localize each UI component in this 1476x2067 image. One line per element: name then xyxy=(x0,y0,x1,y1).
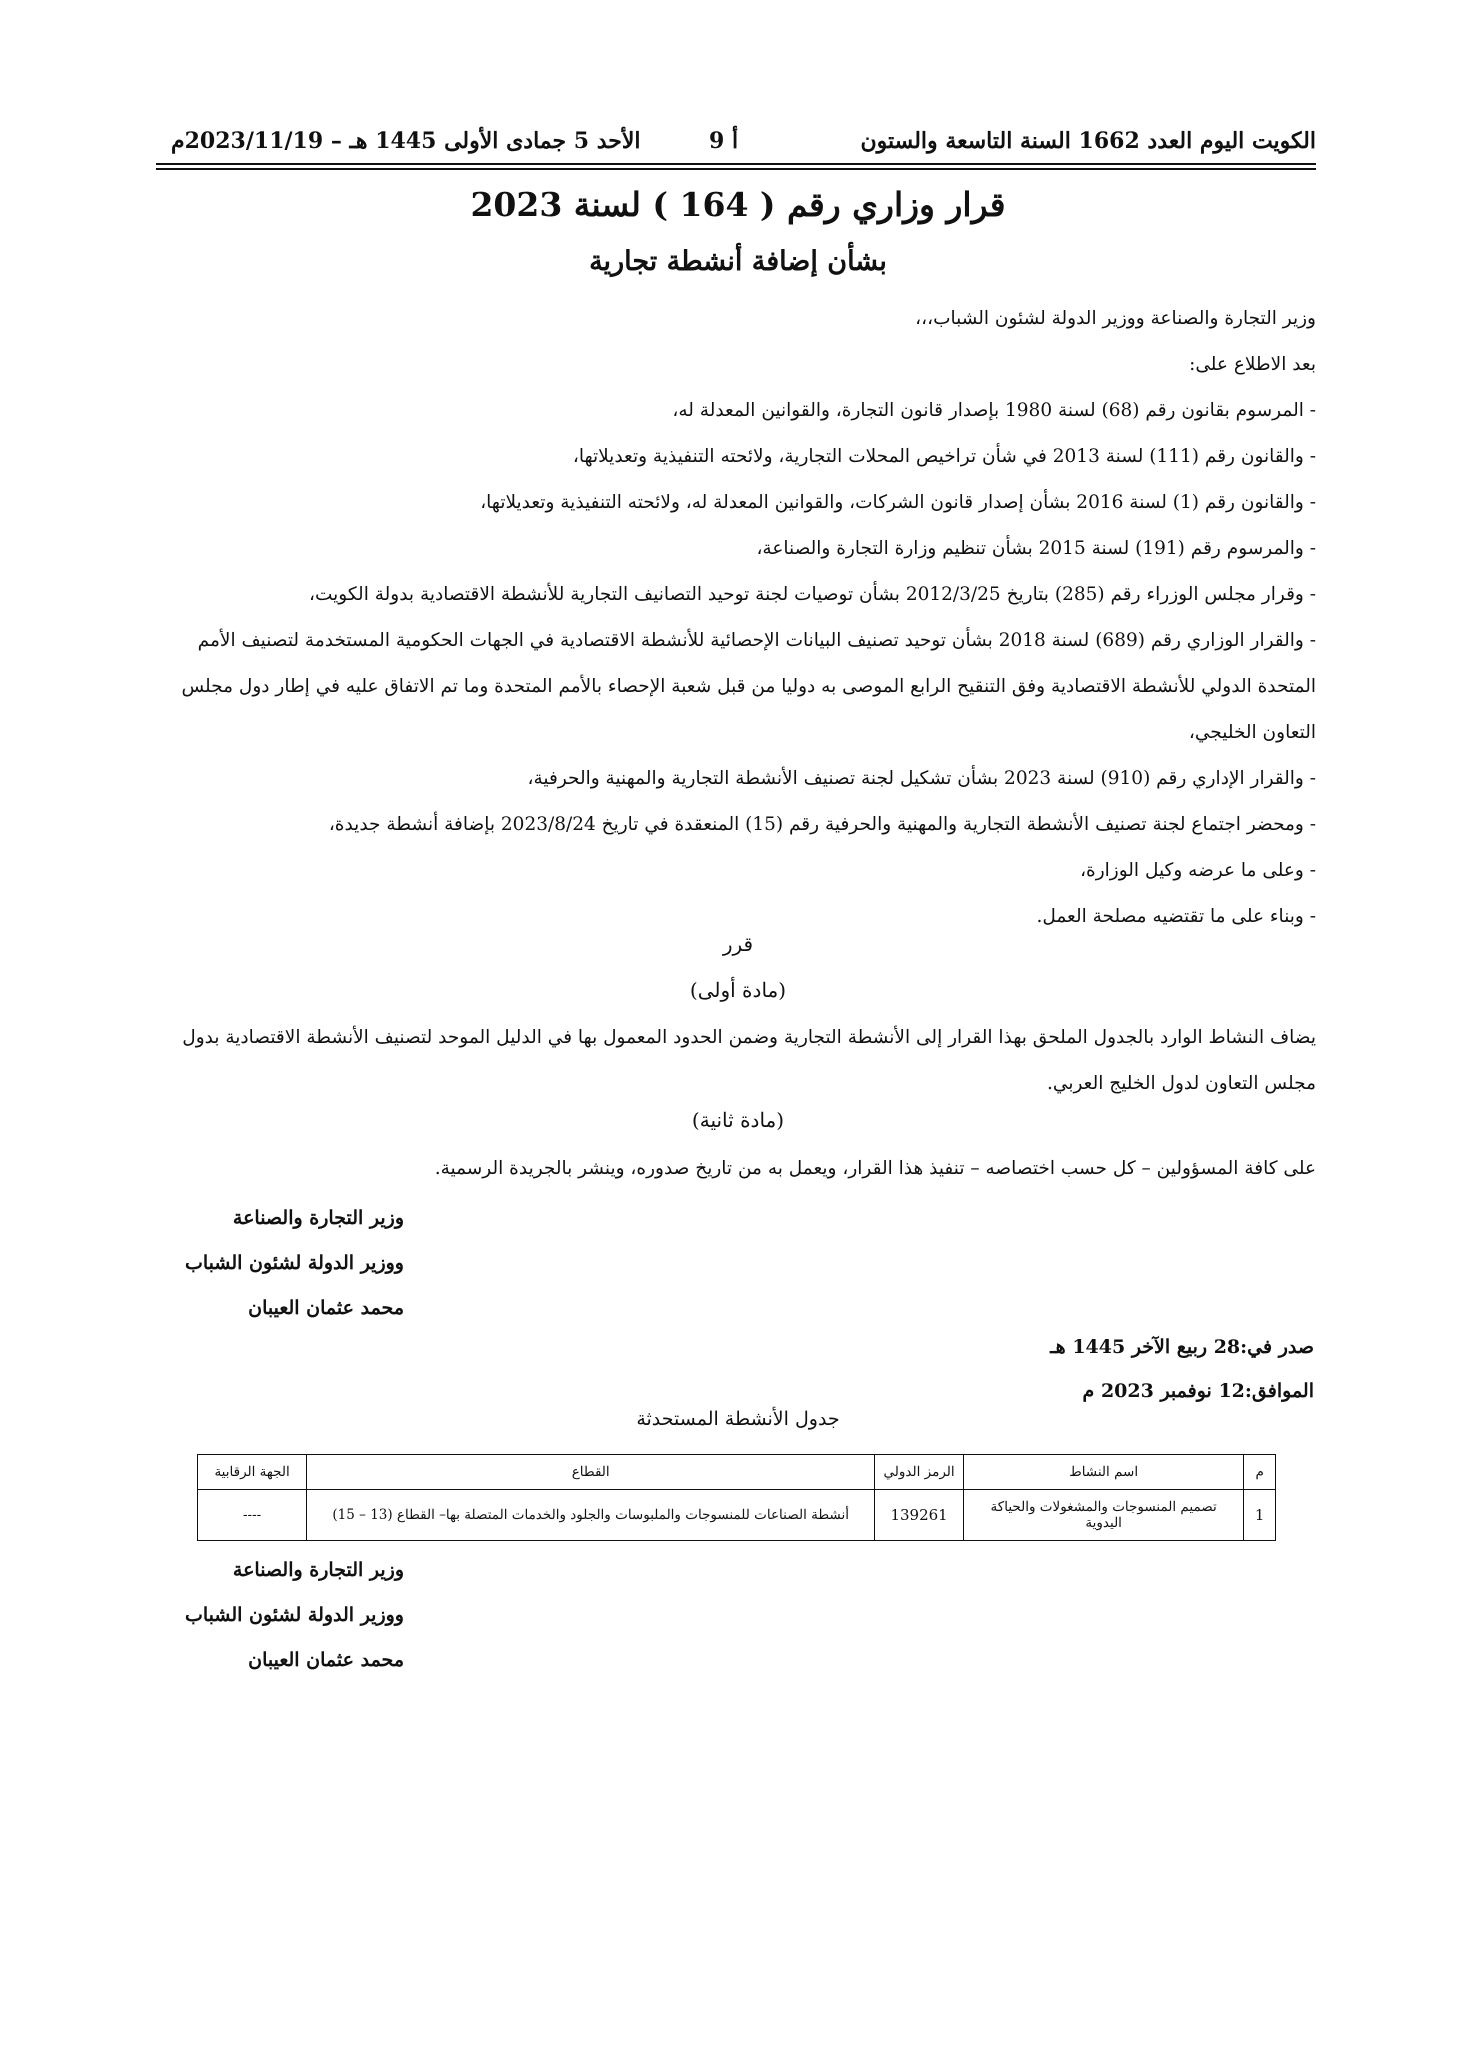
reference-item: - وعلى ما عرضه وكيل الوزارة، xyxy=(1080,860,1316,881)
signatory-title-2: ووزير الدولة لشئون الشباب xyxy=(184,1252,404,1274)
reference-item: - ومحضر اجتماع لجنة تصنيف الأنشطة التجارية والمهنية والحرفية رقم (15) المنعقدة في تاريخ 2023/8/24 بإضافة أنشطة جديدة، xyxy=(328,814,1316,835)
signature-block xyxy=(164,1196,404,1331)
col-index-header: م xyxy=(1244,1455,1276,1490)
reference-item: - المرسوم بقانون رقم (68) لسنة 1980 بإصدار قانون التجارة، والقوانين المعدلة له، xyxy=(672,400,1316,421)
issue-date-hijri: صدر في:28 ربيع الآخر 1445 هـ xyxy=(1050,1336,1314,1358)
gazette-issue: الكويت اليوم العدد 1662 السنة التاسعة والستون xyxy=(860,128,1316,154)
reference-item: - والقانون رقم (1) لسنة 2016 بشأن إصدار قانون الشركات، والقوانين المعدلة له، ولائحته التنفيذية وتعديلاتها، xyxy=(480,492,1316,513)
row-activity: تصميم المنسوجات والمشغولات والحياكة اليدوية xyxy=(963,1490,1243,1541)
decree-title: قرار وزاري رقم ( 164 ) لسنة 2023 xyxy=(470,185,1006,224)
signatory-name: محمد عثمان العيبان xyxy=(248,1297,404,1319)
page-header xyxy=(161,124,1316,162)
page-number: أ 9 xyxy=(709,128,739,154)
reference-item: - وبناء على ما تقتضيه مصلحة العمل. xyxy=(1036,906,1316,927)
table-row xyxy=(198,1490,1276,1541)
issue-date: الأحد 5 جمادى الأولى 1445 هـ – 2023/11/19م xyxy=(171,128,641,154)
col-code-header: الرمز الدولي xyxy=(875,1455,964,1490)
signatory-title-2: ووزير الدولة لشئون الشباب xyxy=(184,1604,404,1626)
row-code: 139261 xyxy=(875,1490,964,1541)
signature-block-2 xyxy=(164,1548,404,1683)
reference-item: - والقانون رقم (111) لسنة 2013 في شأن تراخيص المحلات التجارية، ولائحته التنفيذية وتعديلاتها، xyxy=(572,446,1316,467)
row-sector: أنشطة الصناعات للمنسوجات والملبوسات والجلود والخدمات المتصلة بها– القطاع (13 – 15) xyxy=(307,1490,875,1541)
col-sector-header: القطاع xyxy=(307,1455,875,1490)
issue-dates xyxy=(1050,1325,1314,1413)
reference-item: - وقرار مجلس الوزراء رقم (285) بتاريخ 2012/3/25 بشأن توصيات لجنة توحيد التصانيف التجارية للأنشطة الاقتصادية بدولة الكويت، xyxy=(309,584,1316,605)
issuer-line: وزير التجارة والصناعة ووزير الدولة لشئون الشباب،،، xyxy=(915,308,1316,329)
row-authority: ---- xyxy=(198,1490,307,1541)
signatory-title: وزير التجارة والصناعة xyxy=(232,1559,404,1581)
row-index: 1 xyxy=(1244,1490,1276,1541)
header-rule-top xyxy=(156,163,1316,165)
article2-text: على كافة المسؤولين – كل حسب اختصاصه – تنفيذ هذا القرار، ويعمل به من تاريخ صدوره، وينشر بالجريدة الرسمية. xyxy=(434,1158,1316,1179)
decided-heading: قرر xyxy=(722,932,754,956)
article1-text: يضاف النشاط الوارد بالجدول الملحق بهذا القرار إلى الأنشطة التجارية وضمن الحدود المعمول بها في الدليل الموحد لتصنيف الأنشطة الاقتصادية بدول مجلس التعاون لدول الخليج العربي. xyxy=(182,1027,1316,1094)
article2-heading: (مادة ثانية) xyxy=(691,1108,785,1132)
col-activity-header: اسم النشاط xyxy=(963,1455,1243,1490)
reference-item: - والقرار الوزاري رقم (689) لسنة 2018 بشأن توحيد تصنيف البيانات الإحصائية للأنشطة الاقتصادية في الجهات الحكومية المستخدمة لتصنيف الأمم المتحدة الدولي للأنشطة الاقتصادية وفق التنقيح الرابع الموصى به دوليا من قبل شعبة الإحصاء بالأمم المتحدة وما تم الاتفاق عليه في إطار دول مجلس التعاون الخليجي، xyxy=(181,630,1316,743)
col-authority-header: الجهة الرقابية xyxy=(198,1455,307,1490)
reference-intro: بعد الاطلاع على: xyxy=(1189,354,1316,375)
table-header-row xyxy=(198,1455,1276,1490)
table-caption: جدول الأنشطة المستحدثة xyxy=(636,1408,840,1430)
decree-subtitle: بشأن إضافة أنشطة تجارية xyxy=(589,246,887,277)
preamble xyxy=(166,296,1316,940)
signatory-name: محمد عثمان العيبان xyxy=(248,1649,404,1671)
reference-item: - والمرسوم رقم (191) لسنة 2015 بشأن تنظيم وزارة التجارة والصناعة، xyxy=(756,538,1316,559)
article1-heading: (مادة أولى) xyxy=(689,978,787,1002)
reference-item: - والقرار الإداري رقم (910) لسنة 2023 بشأن تشكيل لجنة تصنيف الأنشطة التجارية والمهنية والحرفية، xyxy=(527,768,1316,789)
header-rule-bottom xyxy=(156,168,1316,170)
activities-table xyxy=(197,1454,1276,1541)
issue-date-gregorian: الموافق:12 نوفمبر 2023 م xyxy=(1082,1380,1314,1402)
signatory-title: وزير التجارة والصناعة xyxy=(232,1207,404,1229)
